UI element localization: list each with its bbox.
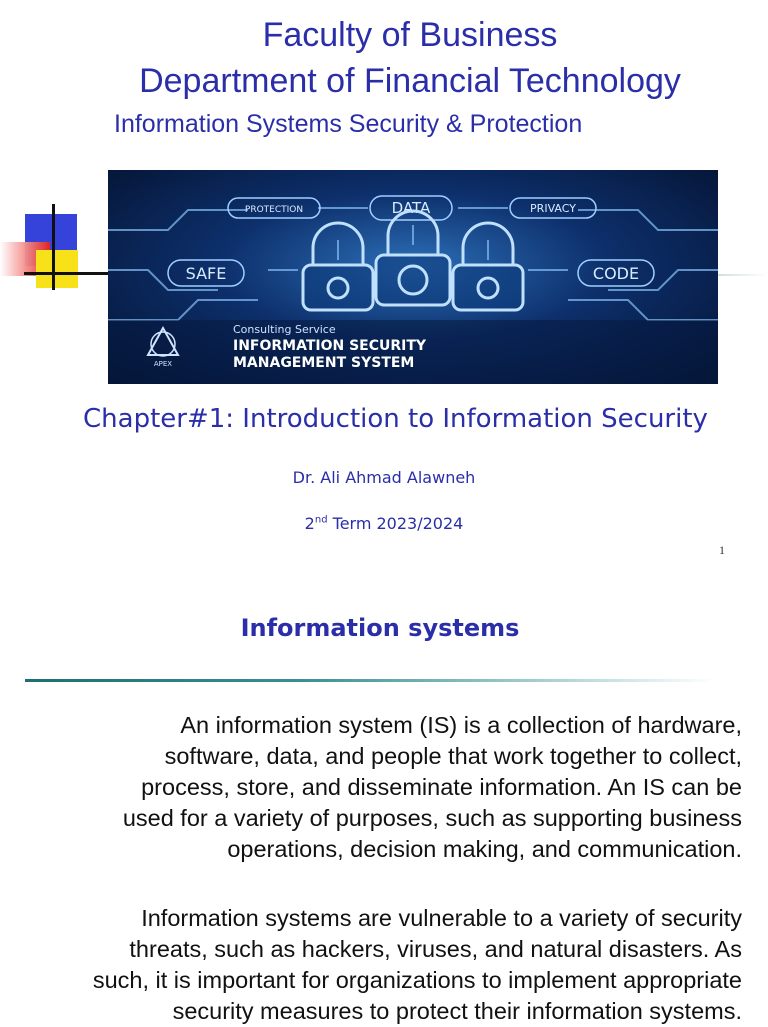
author-name: Dr. Ali Ahmad Alawneh [292,468,476,487]
divider-line [718,274,768,276]
banner-label-data: DATA [391,199,431,217]
paragraph-2-line: such, it is important for organizations to implement appropriate [92,967,742,993]
paragraph-1-line: An information system (IS) is a collection of hardware, [180,712,742,738]
paragraph-1-line: software, data, and people that work together to collect, [164,743,742,769]
banner-heading-line1: INFORMATION SECURITY [233,338,427,354]
page-number: 1 [719,543,725,557]
banner-small-text: Consulting Service [233,323,336,336]
paragraph-2-line: threats, such as hackers, viruses, and natural disasters. As [129,936,742,962]
banner-label-safe: SAFE [185,264,227,283]
paragraph-2-line: security measures to protect their information systems. [172,998,742,1024]
paragraph-1-line: used for a variety of purposes, such as supporting business [122,805,742,831]
faculty-title: Faculty of Business [262,16,558,54]
security-banner-image [108,170,718,384]
chapter-title: Chapter#1: Introduction to Information Security [83,404,708,434]
banner-label-protection: PROTECTION [244,205,304,215]
paragraph-2-line: Information systems are vulnerable to a variety of security [141,905,742,931]
department-title: Department of Financial Technology [139,62,681,100]
course-subtitle: Information Systems Security & Protection [114,110,583,138]
paragraph-1 [12,710,742,865]
banner-heading-line2: MANAGEMENT SYSTEM [233,355,415,371]
paragraph-1-line: process, store, and disseminate information. An IS can be [141,774,742,800]
title-underline [25,679,715,682]
decorative-blocks [0,200,110,300]
paragraph-1-line: operations, decision making, and communication. [227,836,742,862]
paragraph-2 [12,903,742,1027]
term-label: 2nd Term 2023/2024 [304,514,464,533]
svg-text:APEX: APEX [153,360,173,368]
banner-label-code: CODE [592,264,640,283]
section-title: Information systems [240,614,520,642]
banner-label-privacy: PRIVACY [530,202,576,215]
